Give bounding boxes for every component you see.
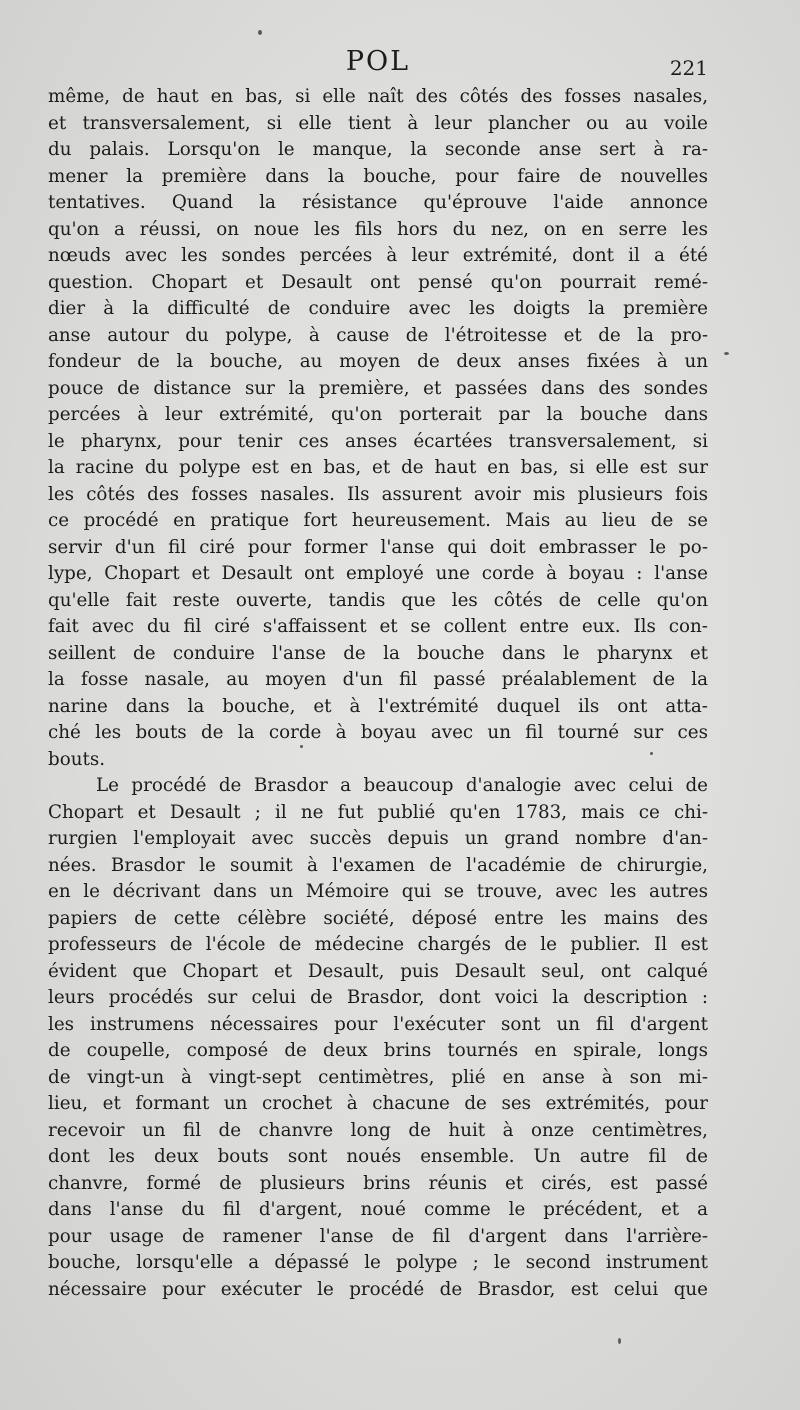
text-line: le pharynx, pour tenir ces anses écartées transversalement, si	[48, 430, 708, 452]
text-line: fait avec du fil ciré s'affaissent et se collent entre eux. Ils con-	[48, 616, 708, 637]
text-line: lieu, et formant un crochet à chacune de ses extrémités, pour	[48, 1093, 708, 1114]
text-line: les côtés des fosses nasales. Ils assurent avoir mis plusieurs fois	[48, 483, 708, 505]
text-line: ché les bouts de la corde à boyau avec un fil tourné sur ces	[48, 722, 708, 743]
text-line: ce procédé en pratique fort heureusement. Mais au lieu de se	[48, 510, 708, 531]
text-line: en le décrivant dans un Mémoire qui se trouve, avec les autres	[48, 881, 708, 902]
ink-speck	[650, 752, 653, 755]
text-line: de vingt-un à vingt-sept centimètres, plié en anse à son mi-	[48, 1066, 708, 1088]
text-line: de coupelle, composé de deux brins tournés en spirale, longs	[48, 1040, 708, 1061]
text-line: du palais. Lorsqu'on le manque, la seconde anse sert à ra-	[48, 139, 708, 160]
text-line: professeurs de l'école de médecine chargés de le publier. Il est	[48, 934, 708, 955]
text-line: bouche, lorsqu'elle a dépassé le polype ; le second instrument	[48, 1252, 708, 1273]
text-line: pour usage de ramener l'anse de fil d'argent dans l'arrière-	[48, 1225, 708, 1247]
text-line: seillent de conduire l'anse de la bouche dans le pharynx et	[48, 642, 708, 664]
text-line: nécessaire pour exécuter le procédé de Brasdor, est celui que	[48, 1278, 708, 1300]
text-line: même, de haut en bas, si elle naît des côtés des fosses nasales,	[48, 86, 708, 107]
text-line: dans l'anse du fil d'argent, noué comme le précédent, et a	[48, 1199, 708, 1220]
text-line: mener la première dans la bouche, pour faire de nouvelles	[48, 165, 708, 187]
paragraph	[48, 773, 708, 1303]
page-header	[48, 46, 708, 86]
text-line: dont les deux bouts sont noués ensemble. Un autre fil de	[48, 1146, 708, 1167]
text-line: Le procédé de Brasdor a beaucoup d'analogie avec celui de	[96, 775, 708, 796]
ink-speck	[724, 352, 729, 355]
text-line: narine dans la bouche, et à l'extrémité duquel ils ont atta-	[48, 695, 708, 717]
text-line: nœuds avec les sondes percées à leur extrémité, dont il a été	[48, 245, 708, 266]
text-line: lype, Chopart et Desault ont employé une corde à boyau : l'anse	[48, 563, 708, 584]
text-line: question. Chopart et Desault ont pensé qu'on pourrait remé-	[48, 271, 708, 293]
text-line: recevoir un fil de chanvre long de huit à onze centimètres,	[48, 1119, 708, 1141]
page-number: 221	[669, 56, 708, 80]
running-head: POL	[345, 46, 411, 77]
text-line: la racine du polype est en bas, et de haut en bas, si elle est sur	[48, 457, 708, 478]
text-line: Chopart et Desault ; il ne fut publié qu'en 1783, mais ce chi-	[48, 801, 708, 823]
text-line: percées à leur extrémité, qu'on porterait par la bouche dans	[48, 404, 708, 425]
text-line: papiers de cette célèbre société, déposé entre les mains des	[48, 907, 708, 929]
text-line: la fosse nasale, au moyen d'un fil passé préalablement de la	[48, 669, 708, 690]
text-line: anse autour du polype, à cause de l'étroitesse et de la pro-	[48, 324, 708, 346]
text-line: fondeur de la bouche, au moyen de deux anses fixées à un	[48, 351, 708, 372]
text-line: qu'on a réussi, on noue les fils hors du nez, on en serre les	[48, 218, 708, 240]
text-line: rurgien l'employait avec succès depuis un grand nombre d'an-	[48, 828, 708, 849]
ink-speck	[258, 30, 262, 35]
paragraph	[48, 84, 708, 773]
text-line: nées. Brasdor le soumit à l'examen de l'académie de chirurgie,	[48, 854, 708, 876]
text-line: tentatives. Quand la résistance qu'éprouve l'aide annonce	[48, 192, 708, 213]
text-line: et transversalement, si elle tient à leur plancher ou au voile	[48, 112, 708, 134]
ink-speck	[300, 745, 303, 748]
ink-speck	[618, 1338, 621, 1344]
text-line: leurs procédés sur celui de Brasdor, dont voici la description :	[48, 987, 708, 1008]
text-line: pouce de distance sur la première, et passées dans des sondes	[48, 377, 708, 399]
text-line: dier à la difficulté de conduire avec les doigts la première	[48, 298, 708, 319]
text-line: servir d'un fil ciré pour former l'anse qui doit embrasser le po-	[48, 536, 708, 558]
text-line: chanvre, formé de plusieurs brins réunis et cirés, est passé	[48, 1172, 708, 1194]
text-line: évident que Chopart et Desault, puis Desault seul, ont calqué	[48, 960, 708, 982]
body-text	[48, 84, 708, 1303]
text-line: bouts.	[48, 748, 106, 770]
text-line: les instrumens nécessaires pour l'exécuter sont un fil d'argent	[48, 1013, 708, 1035]
text-line: qu'elle fait reste ouverte, tandis que les côtés de celle qu'on	[48, 589, 708, 611]
